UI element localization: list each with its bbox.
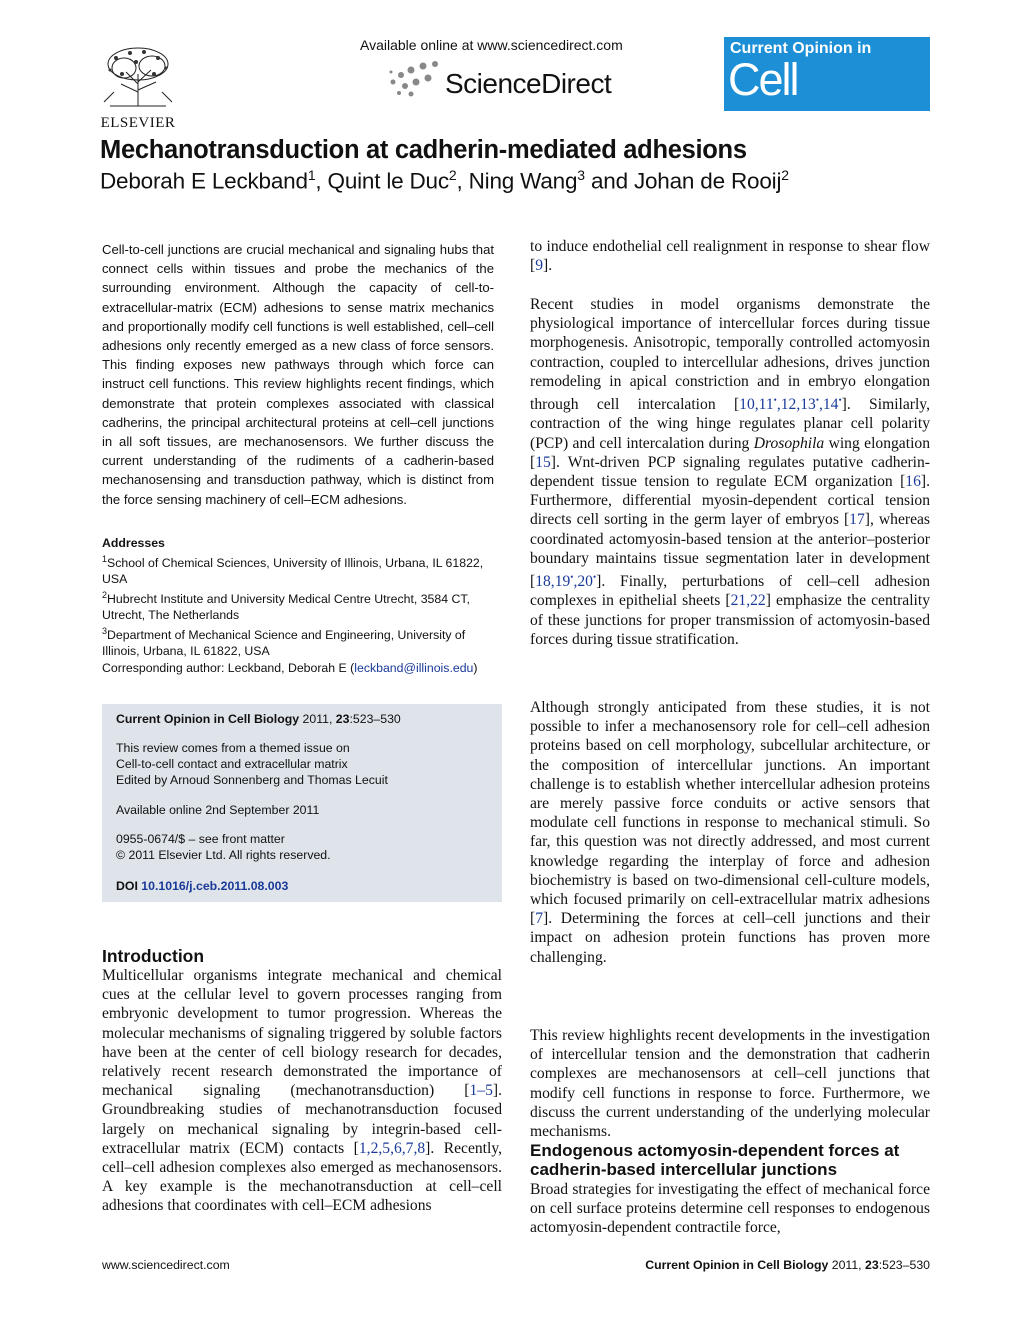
sciencedirect-dots-icon [385,60,445,100]
author-separator: and [584,168,634,194]
citation-link[interactable]: ,12,13 [776,396,816,414]
author-name: Johan de Rooij [633,168,782,194]
author-name: Quint le Duc [327,168,449,194]
address-item: $^3$Department of Mechanical Science and Engineering, University of Illinois, Urbana, IL 61822, USA [102,626,466,659]
citation-link[interactable]: ,20 [573,573,593,591]
citation-link[interactable]: 7 [535,910,543,928]
journal-logo-bottom: Cell Biology [728,54,862,157]
author-list [100,167,789,195]
info-issn: 0955-0674/$ – see front matter [116,832,285,846]
paragraph-2: Although strongly anticipated from these studies, it is not possible to infer a mechanosensory role for cell–cell adhesion proteins based on cell morphology, subcellular architecture, or the composition of intercellular junctions. An important challenge is to establish whether intercellular adhesion proteins are merely passive force conduits or active sensors that modulate cell functions in response to mechanical stimuli. So far, this question was not directly addressed, and most current knowledge regarding the interplay of force and adhesion biochemistry is based on two-dimensional cell-culture models, which focused primarily on cell-extracellular matrix adhesions [7]. Determining the forces at cell–cell junctions and their impact on adhesion protein functions has proven more challenging. [530,699,930,966]
footer-citation: Current Opinion in Cell Biology 2011, 23:523–530 [645,1258,930,1272]
citation-link[interactable]: 21,22 [730,592,766,610]
citation-link[interactable]: 18,19 [535,573,571,591]
author-name: Ning Wang [468,168,578,194]
info-box [102,704,502,902]
corresponding-prefix: Corresponding author: Leckband, Deborah E ( [102,661,355,675]
author-name: Deborah E Leckband [100,168,308,194]
info-available-date: Available online 2nd September 2011 [116,803,320,817]
author-affiliation: 1 [307,167,316,183]
addresses-heading: Addresses [102,536,165,550]
journal-logo-top: Current Opinion in [730,40,872,57]
section-heading-endogenous-forces: Endogenous actomyosin-dependent forces at cadherin-based intercellular junctions [530,1141,900,1179]
paragraph-0: to induce endothelial cell realignment in response to shear flow [9]. [530,238,930,275]
citation-link[interactable]: 16 [905,473,921,491]
citation-link[interactable]: 1–5 [469,1082,493,1100]
paragraph-1: Recent studies in model organisms demonstrate the physiological importance of intercellular forces during tissue morphogenesis. Anisotropic, temporally controlled actomyosin contraction, coupled to intercellular adhesions, drives junction remodeling in apical constriction and in embryo elongation through cell intercalation [10,11•,12,13•,14•]. Similarly, contraction of the wing hinge regulates planar cell polarity (PCP) and cell intercalation during Drosophila wing elongation [15]. Wnt-driven PCP signaling regulates putative cadherin-dependent tissue tension to regulate ECM organization [16]. Furthermore, differential myosin-dependent cortical tension directs cell sorting in the germ layer of embryos [17], whereas coordinated actomyosin-based tension at the anterior–posterior boundary maintains tissue segmentation later in development [18,19•,20•]. Finally, perturbations of cell–cell adhesion complexes in epithelial sheets [21,22] emphasize the centrality of these junctions for proper transmission of actomyosin-based forces during tissue stratification. [530,296,930,648]
info-citation: Current Opinion in Cell Biology 2011, 23:523–530 [116,712,401,726]
author-separator: , [315,168,328,194]
address-item: $^2$Hubrecht Institute and University Medical Centre Utrecht, 3584 CT, Utrecht, The Netherlands [102,590,470,623]
addresses [102,535,502,659]
citation-link[interactable]: 15 [535,453,551,471]
footer-website: www.sciencedirect.com [102,1258,230,1272]
journal-logo [724,37,930,157]
paragraph-4: Broad strategies for investigating the effect of mechanical force on cell surface proteins determine cell responses to endogenous actomyosin-dependent contractile force, [530,1181,930,1237]
doi-link[interactable]: 10.1016/j.ceb.2011.08.003 [141,879,289,893]
available-online-text: Available online at www.sciencedirect.com [360,37,623,53]
author-separator: , [456,168,469,194]
citation-link[interactable]: 1,2,5,6,7,8 [358,1139,426,1157]
email-link[interactable]: leckband@illinois.edu [354,661,474,675]
sciencedirect-wordmark: ScienceDirect [445,68,612,99]
info-editors: Edited by Arnoud Sonnenberg and Thomas Lecuit [116,773,388,787]
info-copyright: © 2011 Elsevier Ltd. All rights reserved. [116,848,331,862]
address-list [102,551,502,659]
elsevier-logo [96,44,180,132]
elsevier-tree-icon [96,44,180,108]
introduction-text: Multicellular organisms integrate mechanical and chemical cues at the cellular level to govern processes ranging from embryonic development to tumor progression. Whereas the molecular mechanisms of signaling triggered by soluble factors have been at the center of cell biology research for decades, relatively recent research demonstrated the importance of mechanical signaling (mechanotransduction) [1–5]. Groundbreaking studies of mechanotransduction focused largely on mechanical signaling by integrin-based cell-extracellular matrix (ECM) contacts [1,2,5,6,7,8]. Recently, cell–cell adhesion complexes also emerged as mechanosensors. A key example is the mechanotransduction at cell–cell adhesions that coordinates with cell–ECM adhesions [102,967,503,1215]
elsevier-wordmark: ELSEVIER [100,115,176,131]
citation-link[interactable]: 10,11 [739,396,774,414]
info-theme-line-1: This review comes from a themed issue on [116,741,350,755]
citation-link[interactable]: 17 [849,511,865,529]
citation-link[interactable]: 9 [535,257,543,275]
info-doi: DOI 10.1016/j.ceb.2011.08.003 [116,879,289,893]
author-affiliation: 2 [448,167,457,183]
paragraph-3: This review highlights recent developments in the investigation of intercellular tension and the demonstration that cadherin complexes are mechanosensors at cell–cell junctions that modify cell functions in response to force. Furthermore, we discuss the current understanding of the underlying molecular mechanisms. [530,1027,930,1141]
abstract: Cell-to-cell junctions are crucial mechanical and signaling hubs that connect cells within tissues and probe the mechanics of the surrounding environment. Although the capacity of cell-to-extracellular-matrix (ECM) adhesions to sense matrix mechanics and proportionally modify cell functions is well established, cell–cell adhesions only recently emerged as a new class of force sensors. This finding exposes new pathways through which force can instruct cell functions. This review highlights recent findings, which demonstrate that protein complexes associated with classical cadherins, the principal architectural proteins at cell–cell junctions in all soft tissues, are mechanosensors. We further discuss the current understanding of the rudiments of a cadherin-based mechanosensing and transduction pathway, which is distinct from the force sensing machinery of cell–ECM adhesions. [102,242,494,507]
corresponding-suffix: ) [473,661,478,675]
address-item: $^1$School of Chemical Sciences, University of Illinois, Urbana, IL 61822, USA [102,554,484,587]
corresponding-author [102,661,502,675]
article-title: Mechanotransduction at cadherin-mediated adhesions [100,136,747,164]
citation-link[interactable]: ,14 [818,396,839,414]
author-affiliation: 3 [577,167,585,183]
sciencedirect-logo [385,60,625,106]
info-theme-line-2: Cell-to-cell contact and extracellular matrix [116,757,348,771]
author-affiliation: 2 [781,167,789,183]
introduction-heading: Introduction [102,946,205,966]
